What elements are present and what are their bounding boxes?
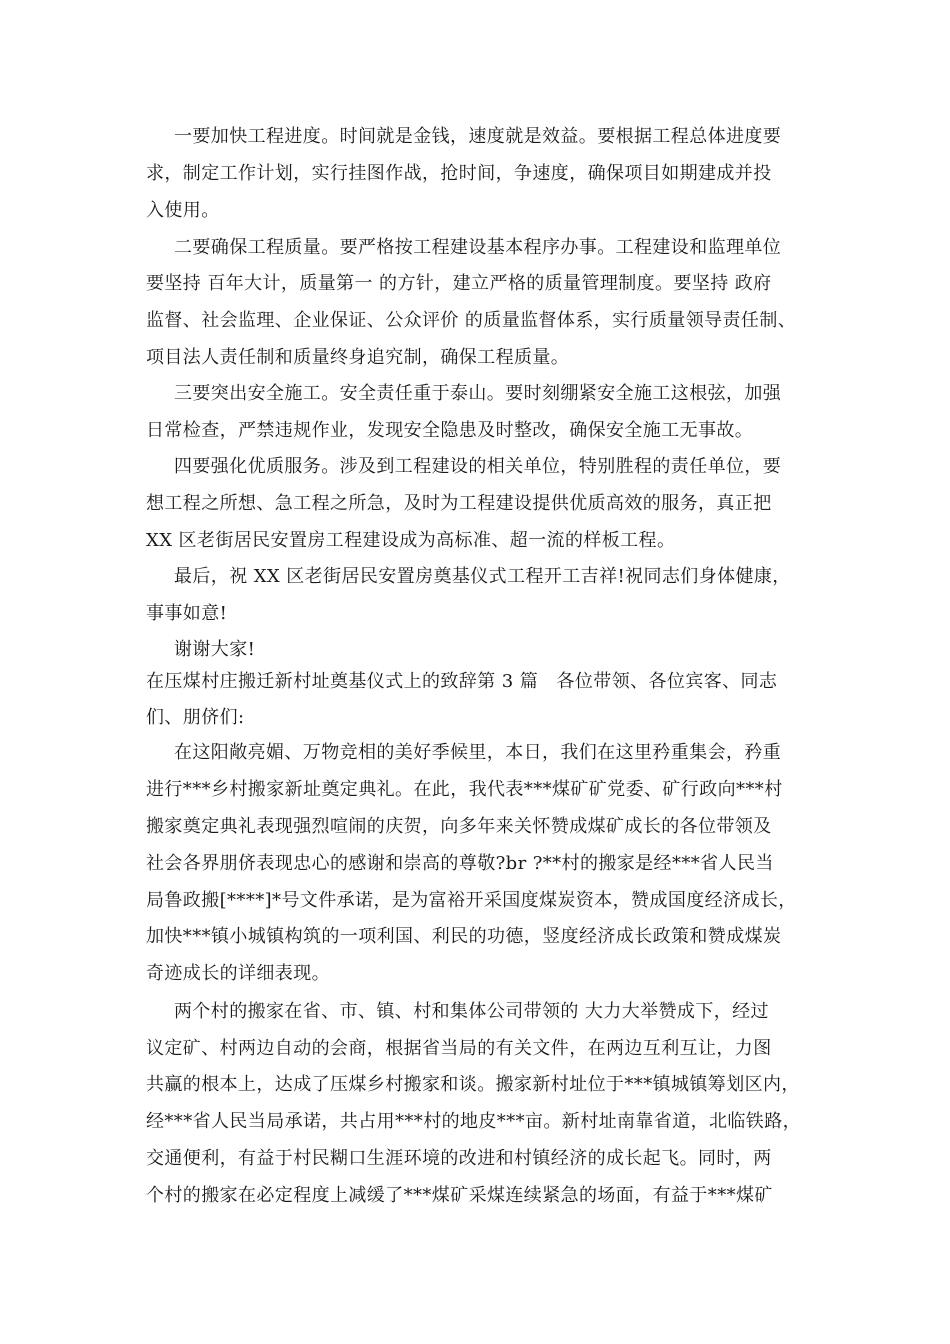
text-line: 搬家奠定典礼表现强烈喧闹的庆贺，向多年来关怀赞成煤矿成长的各位带领及 — [146, 816, 772, 837]
text-line: 想工程之所想、急工程之所急，及时为工程建设提供优质高效的服务，真正把 — [146, 493, 772, 514]
text-line: 加快***镇小城镇构筑的一项利国、利民的功德，竖度经济成长政策和赞成煤炭 — [146, 926, 782, 947]
text-line: 四要强化优质服务。涉及到工程建设的相关单位，特别胜程的责任单位，要 — [174, 456, 782, 477]
text-line: 求，制定工作计划，实行挂图作战，抢时间，争速度，确保项目如期建成并投 — [146, 163, 772, 184]
text-line: 在这阳敞亮媚、万物竞相的美好季候里，本日，我们在这里矜重集会，矜重 — [174, 742, 782, 763]
text-line: XX 区老街居民安置房工程建设成为高标准、超一流的样板工程。 — [146, 530, 676, 551]
text-line: 三要突出安全施工。安全责任重于泰山。要时刻绷紧安全施工这根弦，加强 — [174, 383, 782, 404]
text-line: 项目法人责任制和质量终身追究制，确保工程质量。 — [146, 347, 570, 368]
text-line: 奇迹成长的详细表现。 — [146, 963, 330, 984]
text-line: 一要加快工程进度。时间就是金钱，速度就是效益。要根据工程总体进度要 — [174, 126, 782, 147]
text-line: 二要确保工程质量。要严格按工程建设基本程序办事。工程建设和监理单位 — [174, 237, 782, 258]
text-line: 两个村的搬家在省、市、镇、村和集体公司带领的 大力大举赞成下，经过 — [174, 1001, 769, 1022]
text-line: 议定矿、村两边自动的会商，根据省当局的有关文件，在两边互利互让，力图 — [146, 1038, 772, 1059]
text-line: 共赢的根本上，达成了压煤乡村搬家和谈。搬家新村址位于***镇城镇筹划区内， — [146, 1074, 800, 1095]
text-line: 日常检查，严禁违规作业，发现安全隐患及时整改，确保安全施工无事故。 — [146, 420, 754, 441]
text-line: 事事如意! — [146, 603, 228, 624]
text-line: 经***省人民当局承诺，共占用***村的地皮***亩。新村址南靠省道，北临铁路， — [146, 1111, 801, 1132]
text-line: 最后，祝 XX 区老街居民安置房奠基仪式工程开工吉祥!祝同志们身体健康， — [174, 566, 791, 587]
text-line: 进行***乡村搬家新址奠定典礼。在此，我代表***煤矿矿党委、矿行政向***村 — [146, 779, 783, 800]
text-line: 监督、社会监理、企业保证、公众评价 的质量监督体系，实行质量领导责任制、 — [146, 310, 797, 331]
text-line: 入使用。 — [146, 200, 220, 221]
text-line: 个村的搬家在必定程度上减缓了***煤矿采煤连续紧急的场面，有益于***煤矿 — [146, 1185, 773, 1206]
text-line: 交通便利，有益于村民糊口生涯环境的改进和村镇经济的成长起飞。同时，两 — [146, 1148, 772, 1169]
text-line: 谢谢大家! — [174, 639, 256, 660]
text-line: 局鲁政搬[****]*号文件承诺，是为富裕开采国度煤炭资本，赞成国度经济成长， — [146, 890, 797, 911]
text-line: 要坚持 百年大计，质量第一 的方针，建立严格的质量管理制度。要坚持 政府 — [146, 273, 772, 294]
text-line: 社会各界朋侪表现忠心的感谢和崇高的尊敬?br ?**村的搬家是经***省人民当 — [146, 853, 774, 874]
text-line: 们、朋侪们: — [146, 707, 245, 728]
text-line: 在压煤村庄搬迁新村址奠基仪式上的致辞第 3 篇 各位带领、各位宾客、同志 — [146, 671, 778, 692]
